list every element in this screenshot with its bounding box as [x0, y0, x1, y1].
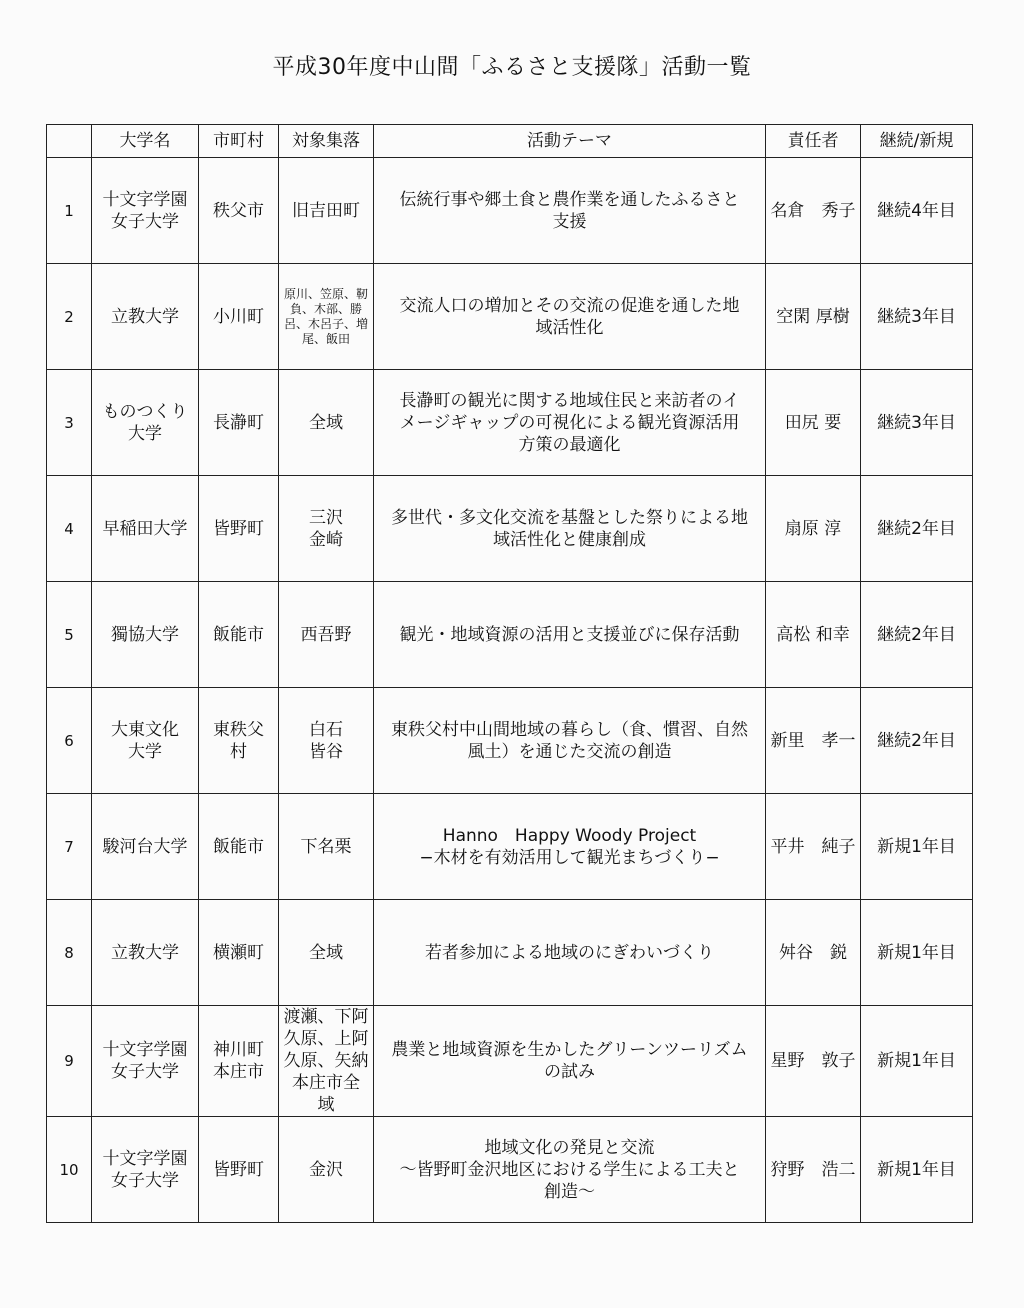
table-row [47, 900, 973, 1006]
status-cell: 継続3年目 [861, 370, 973, 476]
table-row [47, 688, 973, 794]
village-cell: 下名栗 [279, 794, 374, 900]
status-cell: 新規1年目 [861, 794, 973, 900]
row-number: 6 [47, 688, 92, 794]
row-number: 3 [47, 370, 92, 476]
table-row [47, 476, 973, 582]
university-cell: 十文字学園 女子大学 [92, 1117, 199, 1223]
village-cell: 西吾野 [279, 582, 374, 688]
village-cell: 金沢 [279, 1117, 374, 1223]
village-cell: 三沢 金崎 [279, 476, 374, 582]
university-cell: 駿河台大学 [92, 794, 199, 900]
row-number: 2 [47, 264, 92, 370]
row-number: 4 [47, 476, 92, 582]
activity-table [46, 124, 973, 1223]
header-university: 大学名 [92, 125, 199, 158]
university-cell: 立教大学 [92, 264, 199, 370]
table-row [47, 1006, 973, 1117]
leader-cell: 田尻 要 [766, 370, 861, 476]
row-number: 7 [47, 794, 92, 900]
status-cell: 継続2年目 [861, 688, 973, 794]
table-row [47, 794, 973, 900]
university-cell: 大東文化 大学 [92, 688, 199, 794]
village-cell: 旧吉田町 [279, 158, 374, 264]
theme-cell: 伝統行事や郷土食と農作業を通したふるさと 支援 [374, 158, 766, 264]
theme-cell: 多世代・多文化交流を基盤とした祭りによる地 域活性化と健康創成 [374, 476, 766, 582]
municipality-cell: 東秩父 村 [199, 688, 279, 794]
status-cell: 新規1年目 [861, 1117, 973, 1223]
theme-cell: 地域文化の発見と交流 ～皆野町金沢地区における学生による工夫と 創造～ [374, 1117, 766, 1223]
village-cell: 原川、笠原、靭 負、木部、勝 呂、木呂子、増 尾、飯田 [279, 264, 374, 370]
village-cell: 全域 [279, 370, 374, 476]
leader-cell: 高松 和幸 [766, 582, 861, 688]
theme-cell: 交流人口の増加とその交流の促進を通した地 域活性化 [374, 264, 766, 370]
university-cell: 立教大学 [92, 900, 199, 1006]
leader-cell: 平井 純子 [766, 794, 861, 900]
header-leader: 責任者 [766, 125, 861, 158]
row-number: 1 [47, 158, 92, 264]
municipality-cell: 飯能市 [199, 794, 279, 900]
status-cell: 継続2年目 [861, 582, 973, 688]
table-row [47, 582, 973, 688]
municipality-cell: 横瀬町 [199, 900, 279, 1006]
table-row [47, 370, 973, 476]
theme-cell: 観光・地域資源の活用と支援並びに保存活動 [374, 582, 766, 688]
status-cell: 新規1年目 [861, 1006, 973, 1117]
municipality-cell: 皆野町 [199, 1117, 279, 1223]
village-cell: 全域 [279, 900, 374, 1006]
theme-cell: 東秩父村中山間地域の暮らし（食、慣習、自然 風土）を通じた交流の創造 [374, 688, 766, 794]
status-cell: 新規1年目 [861, 900, 973, 1006]
municipality-cell: 小川町 [199, 264, 279, 370]
status-cell: 継続3年目 [861, 264, 973, 370]
leader-cell: 新里 孝一 [766, 688, 861, 794]
university-cell: 十文字学園 女子大学 [92, 158, 199, 264]
theme-cell: 若者参加による地域のにぎわいづくり [374, 900, 766, 1006]
university-cell: 早稲田大学 [92, 476, 199, 582]
village-cell: 白石 皆谷 [279, 688, 374, 794]
leader-cell: 空閑 厚樹 [766, 264, 861, 370]
row-number: 5 [47, 582, 92, 688]
university-cell: 十文字学園 女子大学 [92, 1006, 199, 1117]
row-number: 8 [47, 900, 92, 1006]
municipality-cell: 秩父市 [199, 158, 279, 264]
row-number: 9 [47, 1006, 92, 1117]
leader-cell: 扇原 淳 [766, 476, 861, 582]
leader-cell: 狩野 浩二 [766, 1117, 861, 1223]
leader-cell: 名倉 秀子 [766, 158, 861, 264]
theme-cell: Hanno Happy Woody Project −木材を有効活用して観光まちづくり− [374, 794, 766, 900]
leader-cell: 舛谷 鋭 [766, 900, 861, 1006]
university-cell: ものつくり 大学 [92, 370, 199, 476]
table-row [47, 158, 973, 264]
header-municipality: 市町村 [199, 125, 279, 158]
header-status: 継続/新規 [861, 125, 973, 158]
leader-cell: 星野 敦子 [766, 1006, 861, 1117]
university-cell: 獨協大学 [92, 582, 199, 688]
page-title: 平成30年度中山間「ふるさと支援隊」活動一覧 [272, 55, 752, 80]
header-village: 対象集落 [279, 125, 374, 158]
row-number: 10 [47, 1117, 92, 1223]
municipality-cell: 長瀞町 [199, 370, 279, 476]
table-header-row [47, 125, 973, 158]
header-no [47, 125, 92, 158]
header-theme: 活動テーマ [374, 125, 766, 158]
municipality-cell: 皆野町 [199, 476, 279, 582]
table-row [47, 264, 973, 370]
theme-cell: 農業と地域資源を生かしたグリーンツーリズム の試み [374, 1006, 766, 1117]
municipality-cell: 飯能市 [199, 582, 279, 688]
status-cell: 継続4年目 [861, 158, 973, 264]
status-cell: 継続2年目 [861, 476, 973, 582]
municipality-cell: 神川町 本庄市 [199, 1006, 279, 1117]
village-cell: 渡瀬、下阿 久原、上阿 久原、矢納 本庄市全 域 [279, 1006, 374, 1117]
table-row [47, 1117, 973, 1223]
theme-cell: 長瀞町の観光に関する地域住民と来訪者のイ メージギャップの可視化による観光資源活用 方策の最適化 [374, 370, 766, 476]
